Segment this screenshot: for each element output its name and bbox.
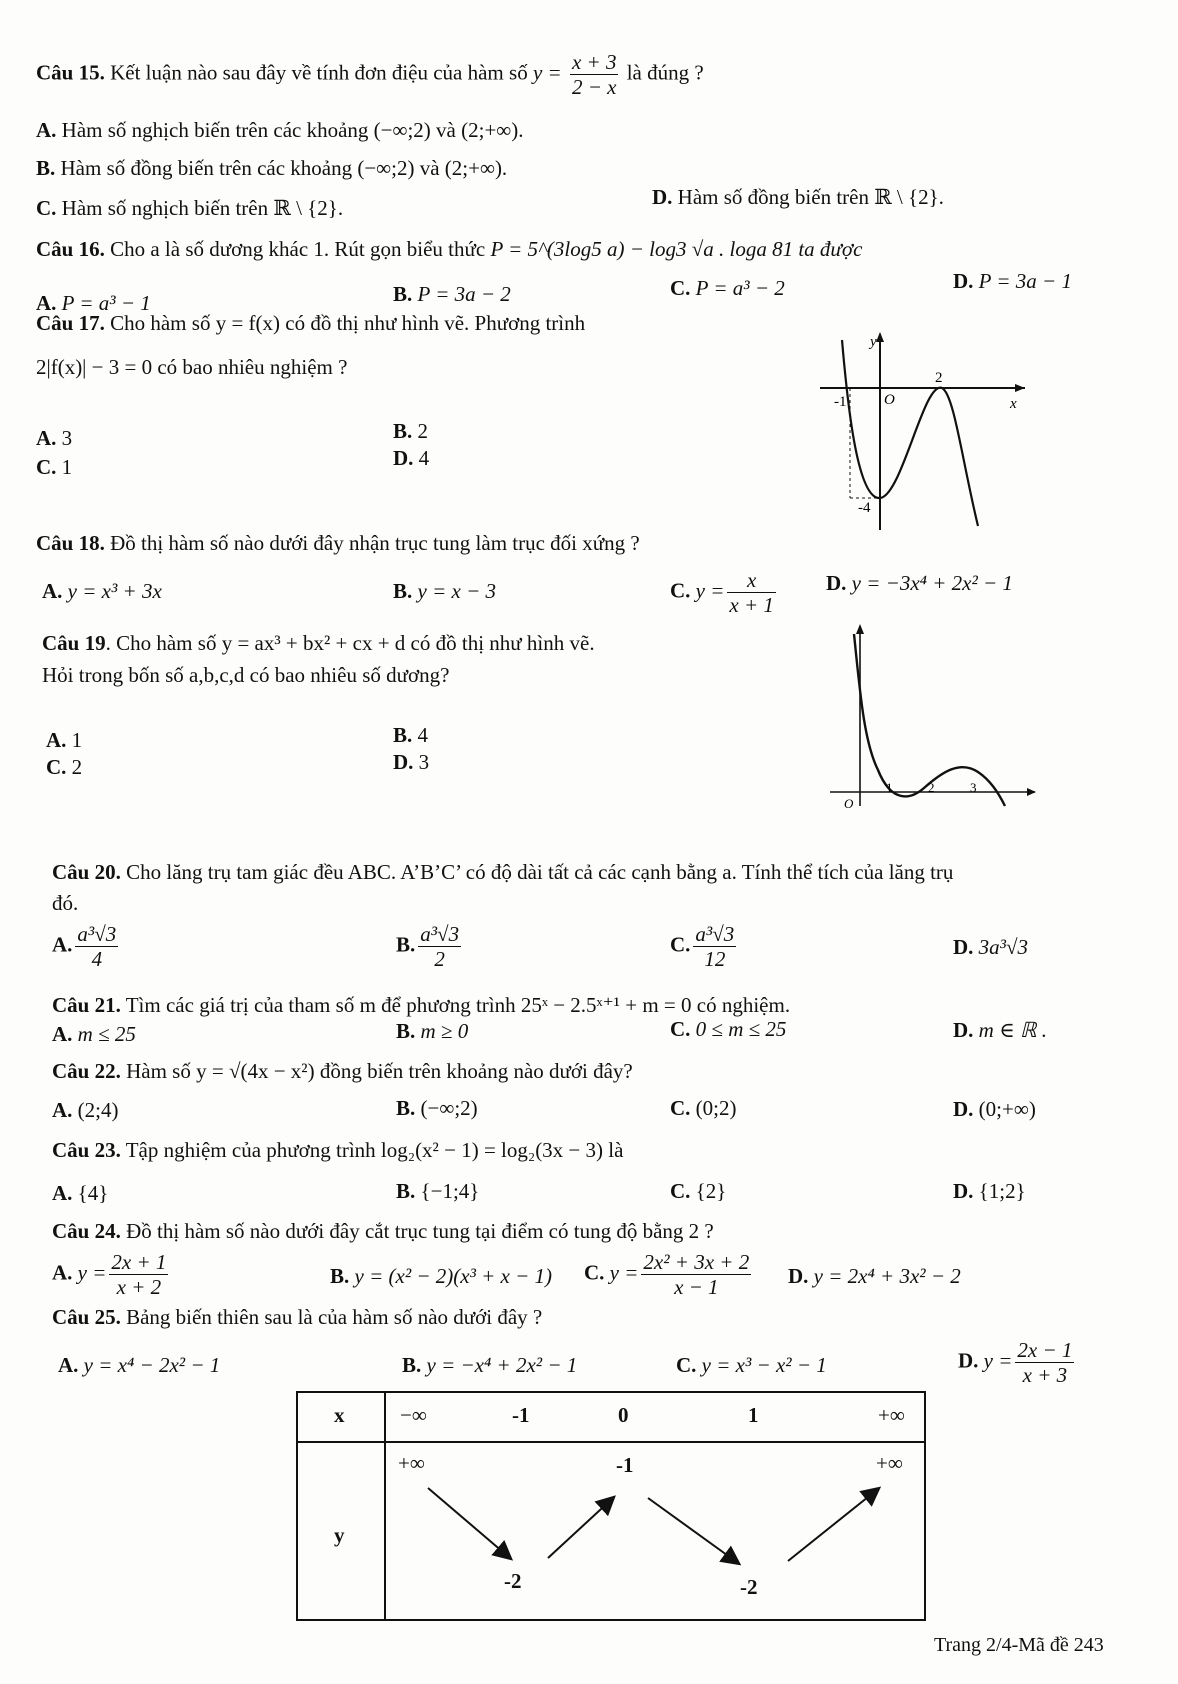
opt-key: D. xyxy=(953,1018,974,1042)
opt-text: 1 xyxy=(71,728,83,752)
q18-text: Đồ thị hàm số nào dưới đây nhận trục tung làm trục đối xứng ? xyxy=(110,531,640,555)
opt-key: D. xyxy=(393,750,414,774)
q15-option-a[interactable] xyxy=(36,117,524,143)
opt-key: B. xyxy=(396,932,416,957)
q20-option-d[interactable] xyxy=(953,934,1028,960)
opt-y: y = xyxy=(983,1348,1013,1373)
y-axis-arrow-icon xyxy=(876,332,884,342)
opt-text: 2 xyxy=(71,755,83,779)
opt-key: A. xyxy=(52,932,73,957)
q21-option-b[interactable] xyxy=(396,1018,468,1044)
q23-option-c[interactable] xyxy=(670,1178,726,1204)
q17-text: Cho hàm số y = f(x) có đồ thị như hình vẽ. Phương trình xyxy=(110,311,586,335)
opt-key: A. xyxy=(36,291,57,315)
opt-key: C. xyxy=(584,1260,605,1285)
q20-option-a[interactable] xyxy=(52,922,121,971)
q17-option-c[interactable] xyxy=(36,454,72,480)
arrow-down-icon xyxy=(428,1488,510,1558)
opt-key: C. xyxy=(676,1353,697,1377)
q19-stem xyxy=(42,630,595,656)
q16-stem xyxy=(36,236,862,262)
table-y-value: -1 xyxy=(616,1453,634,1477)
q24-c-fraction xyxy=(641,1250,751,1299)
opt-text: Hàm số đồng biến trên ℝ \ {2}. xyxy=(677,185,944,209)
q17-origin-label: O xyxy=(884,392,895,408)
opt-text: Hàm số nghịch biến trên các khoảng (−∞;2) và (2;+∞). xyxy=(61,118,524,142)
opt-text: y = 2x⁴ + 3x² − 2 xyxy=(813,1264,961,1288)
opt-text: y = −3x⁴ + 2x² − 1 xyxy=(851,571,1013,595)
q18-option-d[interactable] xyxy=(826,570,1013,596)
table-y-value: -2 xyxy=(740,1575,758,1599)
opt-key: C. xyxy=(36,196,57,220)
table-x-label: x xyxy=(334,1403,345,1427)
opt-key: A. xyxy=(42,579,63,603)
opt-key: A. xyxy=(58,1353,79,1377)
q20-label: Câu 20. xyxy=(52,860,121,884)
opt-text: 2 xyxy=(417,419,429,443)
q21-label: Câu 21. xyxy=(52,993,121,1017)
opt-text: (0;+∞) xyxy=(978,1097,1036,1121)
q24-label: Câu 24. xyxy=(52,1219,121,1243)
q17-two-label: 2 xyxy=(935,370,943,386)
frac-den: x + 1 xyxy=(729,593,774,617)
q15-num: x + 3 xyxy=(571,50,617,74)
q17-stem xyxy=(36,310,585,336)
opt-key: A. xyxy=(36,118,57,142)
table-y-value: +∞ xyxy=(398,1451,425,1475)
q20-text: Cho lăng trụ tam giác đều ABC. A’B’C’ có độ dài tất cả các cạnh bằng a. Tính thể tích của lăng trụ xyxy=(126,860,954,884)
q25-option-a[interactable] xyxy=(58,1352,220,1378)
opt-key: B. xyxy=(330,1264,350,1288)
opt-key: B. xyxy=(393,419,413,443)
y-axis-arrow-icon xyxy=(856,624,864,634)
opt-text: m ≥ 0 xyxy=(420,1019,469,1043)
q25-option-d[interactable] xyxy=(958,1338,1077,1387)
q23-option-b[interactable] xyxy=(396,1178,479,1204)
q19-text: . Cho hàm số y = ax³ + bx² + cx + d có đồ thị như hình vẽ. xyxy=(105,631,595,655)
opt-key: C. xyxy=(670,1096,691,1120)
q22-option-b[interactable] xyxy=(396,1095,478,1121)
opt-y: y = xyxy=(77,1260,107,1285)
q24-stem xyxy=(52,1218,714,1244)
q21-option-d[interactable] xyxy=(953,1017,1047,1043)
q16-option-b[interactable] xyxy=(393,281,511,307)
page-footer: Trang 2/4-Mã đề 243 xyxy=(934,1634,1104,1656)
opt-text: y = (x² − 2)(x³ + x − 1) xyxy=(354,1264,553,1288)
table-arrows xyxy=(298,1393,928,1623)
q25-label: Câu 25. xyxy=(52,1305,121,1329)
opt-text: 0 ≤ m ≤ 25 xyxy=(695,1017,787,1041)
table-y-value: +∞ xyxy=(876,1451,903,1475)
q19-graph xyxy=(830,622,1040,811)
q23-option-a[interactable] xyxy=(52,1180,108,1206)
opt-key: D. xyxy=(652,185,673,209)
opt-text: Hàm số nghịch biến trên ℝ \ {2}. xyxy=(61,196,344,220)
opt-text: {1;2} xyxy=(978,1179,1026,1203)
opt-text: y = x³ + 3x xyxy=(67,579,162,603)
opt-text: y = x − 3 xyxy=(417,579,496,603)
opt-text: {4} xyxy=(77,1181,109,1205)
frac-num: x xyxy=(727,568,776,593)
q21-stem xyxy=(52,992,790,1018)
opt-key: A. xyxy=(46,728,67,752)
q16-option-c[interactable] xyxy=(670,275,785,301)
q20-c-fraction xyxy=(693,922,736,971)
opt-text: 4 xyxy=(418,446,430,470)
q15-text: Kết luận nào sau đây về tính đơn điệu của hàm số xyxy=(110,60,528,85)
opt-text: y = x³ − x² − 1 xyxy=(701,1353,827,1377)
opt-key: B. xyxy=(396,1096,416,1120)
opt-text: m ∈ ℝ . xyxy=(978,1018,1048,1042)
q19-two-label: 2 xyxy=(928,780,935,795)
frac-num: a³√3 xyxy=(695,922,735,946)
q15-stem xyxy=(36,50,704,99)
q17-graph xyxy=(820,330,1030,530)
q18-stem xyxy=(36,530,640,556)
opt-key: D. xyxy=(826,571,847,595)
q15-fraction xyxy=(570,50,619,99)
opt-text: Hàm số đồng biến trên các khoảng (−∞;2) và (2;+∞). xyxy=(60,156,508,180)
q15-option-c[interactable] xyxy=(36,195,343,221)
q22-text: Hàm số y = √(4x − x²) đồng biến trên khoảng nào dưới đây? xyxy=(126,1059,633,1083)
arrow-down-icon xyxy=(648,1498,738,1563)
q17-option-b[interactable] xyxy=(393,418,428,444)
opt-key: A. xyxy=(52,1181,73,1205)
q18-option-b[interactable] xyxy=(393,578,496,604)
q24-text: Đồ thị hàm số nào dưới đây cắt trục tung tại điểm có tung độ bằng 2 ? xyxy=(126,1219,714,1243)
opt-key: C. xyxy=(36,455,57,479)
q24-option-c[interactable] xyxy=(584,1250,754,1299)
frac-num: a³√3 xyxy=(77,922,117,946)
table-x-value: −∞ xyxy=(400,1403,427,1427)
opt-text: y = −x⁴ + 2x² − 1 xyxy=(426,1353,578,1377)
q15-option-b[interactable] xyxy=(36,155,507,181)
table-y-value: -2 xyxy=(504,1569,522,1593)
q15-option-d[interactable] xyxy=(652,184,944,210)
q20-line2: đó. xyxy=(52,891,79,915)
opt-key: C. xyxy=(670,932,691,957)
opt-key: B. xyxy=(36,156,56,180)
q17-label: Câu 17. xyxy=(36,311,105,335)
q21-option-c[interactable] xyxy=(670,1016,786,1042)
q15-y: y = xyxy=(532,60,562,85)
frac-den: 4 xyxy=(91,947,103,971)
q24-option-a[interactable] xyxy=(52,1250,171,1299)
opt-key: B. xyxy=(393,579,413,603)
q19-one-label: 1 xyxy=(886,780,893,795)
opt-text: 3 xyxy=(61,426,73,450)
frac-den: 2 xyxy=(434,947,445,971)
opt-key: D. xyxy=(788,1264,809,1288)
opt-key: D. xyxy=(953,269,974,293)
opt-key: D. xyxy=(953,935,974,959)
q20-a-fraction xyxy=(75,922,118,971)
opt-key: A. xyxy=(36,426,57,450)
table-y-label: y xyxy=(334,1523,345,1547)
q23-label: Câu 23. xyxy=(52,1138,121,1162)
q25-option-c[interactable] xyxy=(676,1352,827,1378)
q22-label: Câu 22. xyxy=(52,1059,121,1083)
q20-option-b[interactable] xyxy=(396,922,464,971)
opt-key: D. xyxy=(953,1097,974,1121)
table-x-value: 0 xyxy=(618,1403,629,1427)
opt-text: 3a³√3 xyxy=(978,935,1028,959)
table-x-value: +∞ xyxy=(878,1403,905,1427)
x-axis-arrow-icon xyxy=(1027,788,1036,796)
opt-key: D. xyxy=(958,1348,979,1373)
frac-num: a³√3 xyxy=(420,922,460,946)
q17-option-d[interactable] xyxy=(393,445,429,471)
q25-stem xyxy=(52,1304,542,1330)
q19-option-d[interactable] xyxy=(393,749,429,775)
q24-option-d[interactable] xyxy=(788,1263,961,1289)
q16-option-d[interactable] xyxy=(953,268,1072,294)
q17-y-label: y xyxy=(870,334,877,350)
opt-text: 1 xyxy=(61,455,73,479)
q17-x-label: x xyxy=(1010,396,1017,412)
q16-expression: P = 5^(3log5 a) − log3 √a . loga 81 ta được xyxy=(490,237,863,261)
q21-text: Tìm các giá trị của tham số m để phương trình 25ˣ − 2.5ˣ⁺¹ + m = 0 có nghiệm. xyxy=(125,993,791,1017)
opt-key: A. xyxy=(52,1022,73,1046)
q22-option-a[interactable] xyxy=(52,1097,119,1123)
q25-option-b[interactable] xyxy=(402,1352,577,1378)
opt-text: (−∞;2) xyxy=(420,1096,478,1120)
opt-text: (2;4) xyxy=(77,1098,119,1122)
opt-key: C. xyxy=(670,276,691,300)
opt-key: B. xyxy=(396,1019,416,1043)
q17-line2: 2|f(x)| − 3 = 0 có bao nhiêu nghiệm ? xyxy=(36,355,348,379)
frac-num: 2x − 1 xyxy=(1017,1338,1073,1362)
q19-line2: Hỏi trong bốn số a,b,c,d có bao nhiêu số dương? xyxy=(42,663,450,687)
variation-table xyxy=(296,1391,926,1621)
x-axis-arrow-icon xyxy=(1015,384,1025,392)
opt-key: C. xyxy=(670,1017,691,1041)
q22-option-d[interactable] xyxy=(953,1096,1036,1122)
q17-option-a[interactable] xyxy=(36,425,72,451)
q18-option-a[interactable] xyxy=(42,578,162,604)
q15-den: 2 − x xyxy=(571,75,617,99)
q20-stem xyxy=(52,859,953,885)
q19-origin-label: O xyxy=(844,796,854,811)
q24-a-fraction xyxy=(109,1250,168,1299)
q23-stem xyxy=(52,1137,623,1163)
opt-y: y = xyxy=(609,1260,639,1285)
q20-option-c[interactable] xyxy=(670,922,739,971)
q22-option-c[interactable] xyxy=(670,1095,737,1121)
opt-key: B. xyxy=(402,1353,422,1377)
q19-option-c[interactable] xyxy=(46,754,82,780)
q17-neg4-label: -4 xyxy=(858,500,871,516)
q19-option-b[interactable] xyxy=(393,722,428,748)
opt-text: m ≤ 25 xyxy=(77,1022,136,1046)
arrow-up-icon xyxy=(548,1498,613,1558)
opt-key: A. xyxy=(52,1098,73,1122)
opt-text: (0;2) xyxy=(695,1096,737,1120)
opt-key: D. xyxy=(393,446,414,470)
opt-text: {2} xyxy=(695,1179,727,1203)
opt-key: B. xyxy=(396,1179,416,1203)
opt-key: B. xyxy=(393,282,413,306)
q20-b-fraction xyxy=(418,922,461,971)
frac-num: 2x + 1 xyxy=(111,1250,167,1274)
q15-label: Câu 15. xyxy=(36,60,105,85)
frac-num: 2x² + 3x + 2 xyxy=(643,1250,750,1274)
q19-label: Câu 19 xyxy=(42,631,106,655)
q19-three-label: 3 xyxy=(970,780,977,795)
q15-tail: là đúng ? xyxy=(626,60,704,85)
q25-text: Bảng biến thiên sau là của hàm số nào dưới đây ? xyxy=(126,1305,543,1329)
q18-option-c[interactable] xyxy=(670,568,779,617)
q16-text: Cho a là số dương khác 1. Rút gọn biểu thức xyxy=(110,237,486,261)
opt-text: P = 3a − 2 xyxy=(417,282,511,306)
opt-key: B. xyxy=(393,723,413,747)
opt-text: y = x⁴ − 2x² − 1 xyxy=(83,1353,221,1377)
opt-text: {−1;4} xyxy=(420,1179,480,1203)
opt-key: A. xyxy=(52,1260,73,1285)
q21-option-a[interactable] xyxy=(52,1021,136,1047)
arrow-up-icon xyxy=(788,1489,878,1561)
q16-label: Câu 16. xyxy=(36,237,105,261)
frac-den: 12 xyxy=(704,947,726,971)
opt-y: y = xyxy=(695,578,725,603)
opt-text: 3 xyxy=(418,750,430,774)
q23-text: Tập nghiệm của phương trình log₂(x² − 1) = log₂(3x − 3) là xyxy=(125,1138,624,1162)
frac-den: x + 2 xyxy=(116,1275,162,1299)
opt-text: P = a³ − 1 xyxy=(61,291,151,315)
q23-option-d[interactable] xyxy=(953,1178,1026,1204)
frac-den: x + 3 xyxy=(1022,1363,1068,1387)
q24-option-b[interactable] xyxy=(330,1263,552,1289)
q19-option-a[interactable] xyxy=(46,727,82,753)
table-x-value: -1 xyxy=(512,1403,530,1427)
opt-key: C. xyxy=(670,578,691,603)
q18-label: Câu 18. xyxy=(36,531,105,555)
q22-stem xyxy=(52,1058,633,1084)
q17-neg1-label: -1 xyxy=(834,394,847,410)
opt-key: C. xyxy=(670,1179,691,1203)
q18-c-fraction xyxy=(727,568,776,617)
q25-d-fraction xyxy=(1015,1338,1074,1387)
frac-den: x − 1 xyxy=(674,1275,719,1299)
opt-text: P = a³ − 2 xyxy=(695,276,785,300)
opt-text: 4 xyxy=(417,723,429,747)
table-x-value: 1 xyxy=(748,1403,759,1427)
opt-key: C. xyxy=(46,755,67,779)
opt-text: P = 3a − 1 xyxy=(978,269,1072,293)
opt-key: D. xyxy=(953,1179,974,1203)
